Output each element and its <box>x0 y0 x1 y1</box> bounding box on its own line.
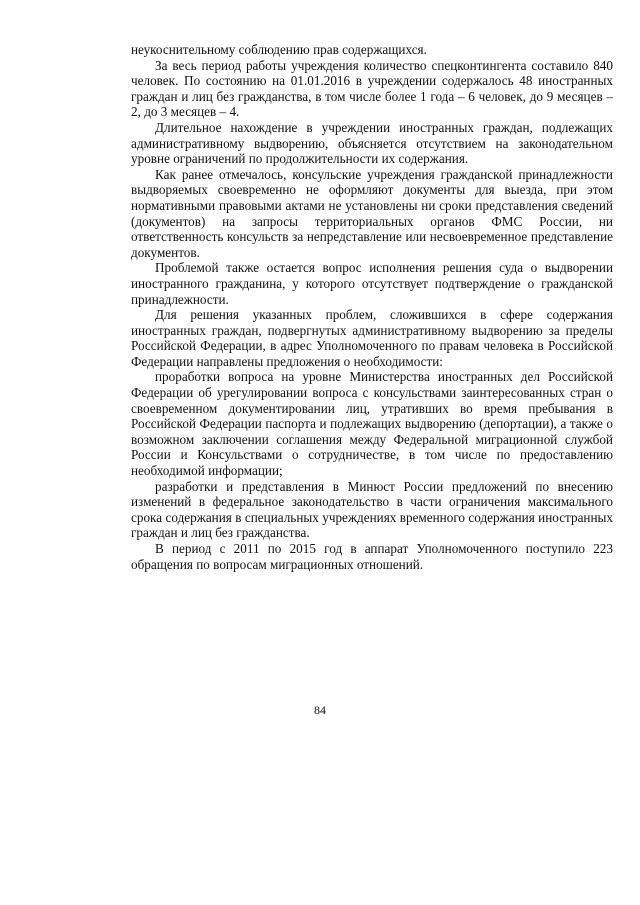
paragraph-appeals-count: В период с 2011 по 2015 год в аппарат Уполномоченного поступило 223 обращения по вопросам миграционных отношений. <box>131 541 613 572</box>
paragraph-continuation: неукоснительному соблюдению прав содержащихся. <box>131 42 427 57</box>
document-body <box>131 42 613 572</box>
paragraph-court-decision-problem: Проблемой также остается вопрос исполнения решения суда о выдворении иностранного гражданина, у которого отсутствует подтверждение о гражданской принадлежности. <box>131 260 613 307</box>
list-item-foreign-ministry: проработки вопроса на уровне Министерства иностранных дел Российской Федерации об урегулировании вопроса с консульствами заинтересованных стран о своевременном документировании лиц, утративших во время пребывания в Российской Федерации паспорта и подлежащих выдворению (депортации), а также о возможном заключении соглашения между Федеральной миграционной службой России и Консульствами о сотрудничестве, в том числе по предоставлению необходимой информации; <box>131 369 613 479</box>
paragraph-long-stay: Длительное нахождение в учреждении иностранных граждан, подлежащих административному выдворению, объясняется отсутствием на законодательном уровне ограничений по продолжительности их содержания. <box>131 119 613 167</box>
list-item-legislation-changes: разработки и представления в Минюст России предложений по внесению изменений в федеральное законодательство в части ограничения максимального срока содержания в специальных учреждениях временного содержания иностранных граждан и лиц без гражданства. <box>131 478 613 541</box>
paragraph-consular-documents: Как ранее отмечалось, консульские учреждения гражданской принадлежности выдворяемых своевременно не оформляют документы для выезда, при этом нормативными правовыми актами не установлены ни сроки представления сведений (документов) на запросы территориальных органов ФМС России, ни ответственность консульств за непредставление или несвоевременное представление документов. <box>131 166 613 260</box>
paragraph-proposals-intro: Для решения указанных проблем, сложившихся в сфере содержания иностранных граждан, подвергнутых административному выдворению за пределы Российской Федерации, в адрес Уполномоченного по правам человека в Российской Федерации направлены предложения о необходимости: <box>131 307 613 369</box>
page-number: 84 <box>314 703 326 717</box>
paragraph-contingent-stats: За весь период работы учреждения количество спецконтингента составило 840 человек. По состоянию на 01.01.2016 в учреждении содержалось 48 иностранных граждан и лиц без гражданства, в том числе более 1 года – 6 человек, до 9 месяцев – 2, до 3 месяцев – 4. <box>131 57 613 120</box>
